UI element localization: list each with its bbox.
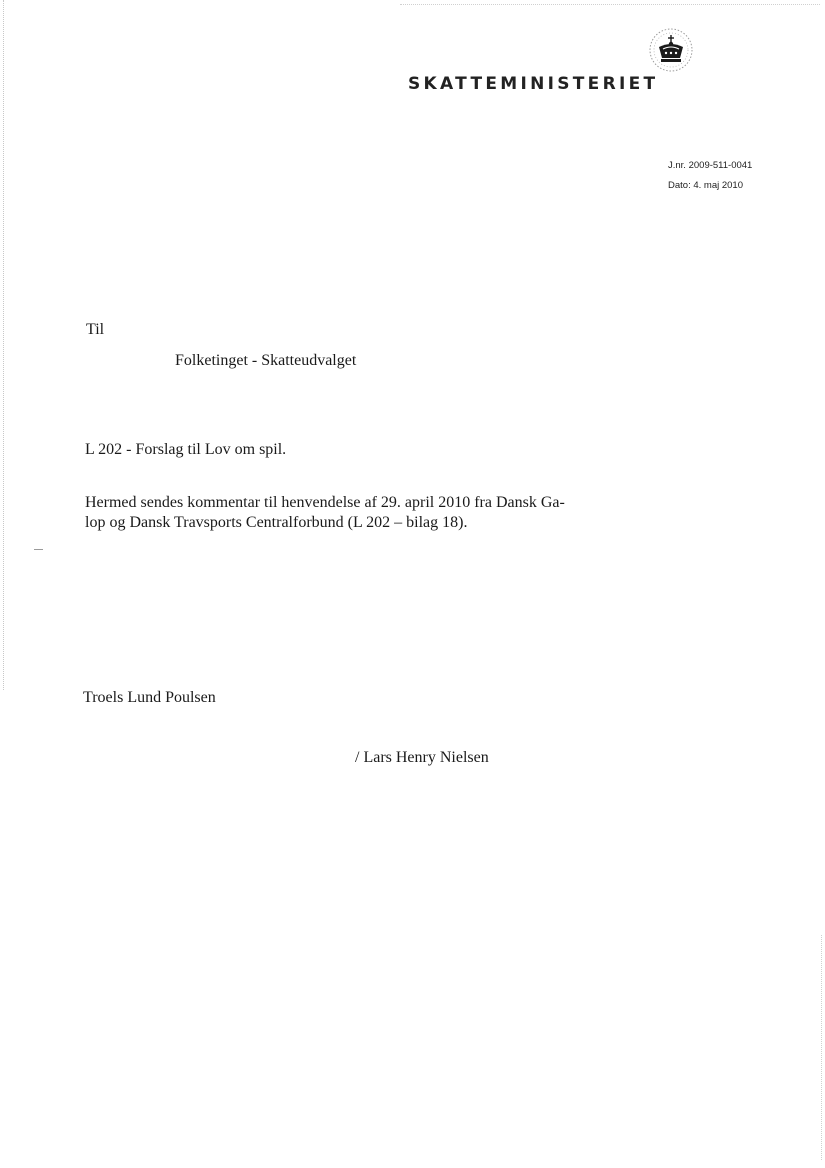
- scan-mark: [34, 549, 43, 550]
- letter-body: [85, 493, 585, 533]
- scan-edge-left: [3, 0, 4, 690]
- reference-block: [668, 156, 752, 196]
- crown-crest-icon: [646, 26, 696, 74]
- scan-edge-right: [821, 935, 822, 1160]
- letter-date: Dato: 4. maj 2010: [668, 180, 743, 191]
- ministry-name: SKATTEMINISTERIET: [408, 74, 659, 94]
- co-signatory: / Lars Henry Nielsen: [355, 749, 489, 766]
- to-label: Til: [86, 321, 105, 338]
- body-line: Hermed sendes kommentar til henvendelse af 29. april 2010 fra Dansk Ga-: [85, 494, 565, 511]
- journal-number: J.nr. 2009-511-0041: [668, 160, 753, 171]
- signatory: Troels Lund Poulsen: [83, 689, 216, 706]
- scan-edge-top: [400, 4, 820, 5]
- body-line: lop og Dansk Travsports Centralforbund (L 202 – bilag 18).: [85, 514, 468, 531]
- subject-line: L 202 - Forslag til Lov om spil.: [85, 441, 287, 458]
- recipient: Folketinget - Skatteudvalget: [175, 352, 357, 369]
